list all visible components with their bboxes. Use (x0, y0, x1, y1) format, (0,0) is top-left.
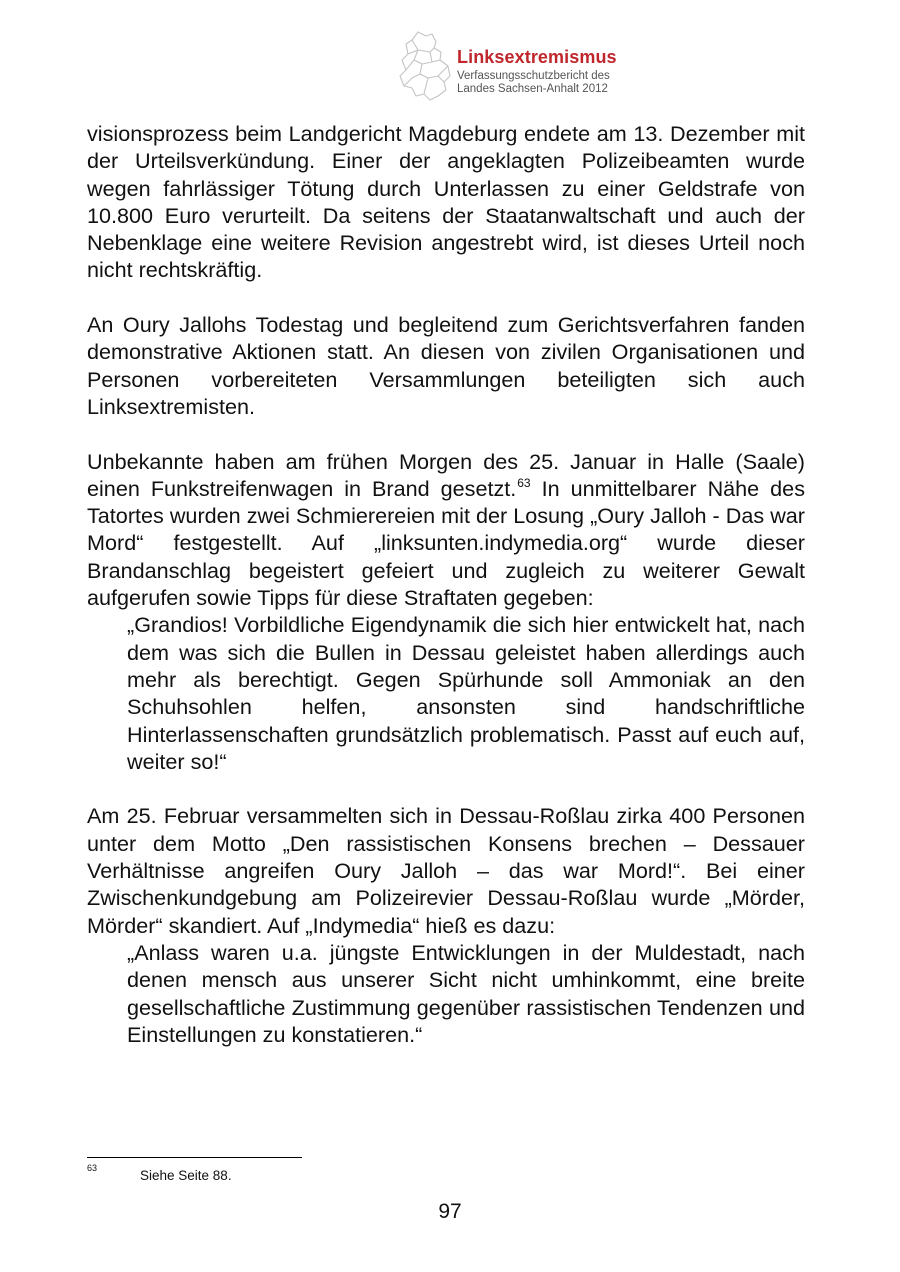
saxony-anhalt-map-icon (396, 30, 456, 102)
header-title: Linksextremismus (457, 47, 617, 67)
paragraph-demonstrations: An Oury Jallohs Todestag und begleitend zum Gerichtsverfahren fanden demonstrative Aktionen statt. An diesen von zivilen Organisationen und Personen vorbereiteten Versammlungen beteiligten sich auch Linksextremisten. (87, 312, 805, 419)
paragraph-trial-outcome: visionsprozess beim Landgericht Magdeburg endete am 13. Dezember mit der Urteilsverkündung. Einer der angeklagten Polizeibeamten wurde wegen fahrlässiger Tötung durch Unterlassen zu einer Geldstrafe von 10.800 Euro verurteilt. Da seitens der Staatanwaltschaft und auch der Nebenklage eine weitere Revision angestrebt wird, ist dieses Urteil noch nicht rechtskräftig. (87, 121, 805, 283)
page-header (396, 30, 666, 105)
footnote-text: Siehe Seite 88. (140, 1168, 232, 1183)
page-number: 97 (438, 1200, 462, 1223)
paragraph-arson-halle-text-1: Unbekannte haben am frühen Morgen des 25. Januar in Halle (Saale) einen Funkstreifenwagen in Brand gesetzt. (87, 448, 805, 501)
header-subtitle-line-1: Verfassungsschutzbericht des (457, 70, 610, 82)
paragraph-arson-halle (87, 448, 805, 612)
blockquote-indymedia-2: „Anlass waren u.a. jüngste Entwicklungen in der Muldestadt, nach denen mensch aus unserer Sicht nicht umhinkommt, eine breite gesellschaftliche Zustimmung gegenüber rassistischen Tendenzen und Einstellungen zu konstatieren.“ (127, 939, 805, 1047)
header-subtitle-line-2: Landes Sachsen-Anhalt 2012 (457, 83, 608, 95)
footnote-reference: 63 (517, 475, 531, 490)
footnote-number: 63 (87, 1163, 98, 1173)
footnote-separator (87, 1157, 302, 1158)
paragraph-arson-halle-text-2: In unmittelbarer Nähe des Tatortes wurden zwei Schmierereien mit der Losung „Oury Jalloh - Das war Mord“ festgestellt. Auf „linksunten.indymedia.org“ wurde dieser Brandanschlag begeistert gefeiert und zugleich zu weiterer Gewalt aufgerufen sowie Tipps für diese Straftaten gegeben: (87, 475, 805, 611)
main-text (87, 120, 805, 1048)
paragraph-dessau-rally: Am 25. Februar versammelten sich in Dessau-Roßlau zirka 400 Personen unter dem Motto „Den rassistischen Konsens brechen – Dessauer Verhältnisse angreifen Oury Jalloh – das war Mord!“. Bei einer Zwischenkundgebung am Polizeirevier Dessau-Roßlau wurde „Mörder, Mörder“ skandiert. Auf „Indymedia“ hieß es dazu: (87, 803, 805, 938)
blockquote-indymedia-1: „Grandios! Vorbildliche Eigendynamik die sich hier entwickelt hat, nach dem was sich die Bullen in Dessau geleistet haben allerdings auch mehr als berechtigt. Gegen Spürhunde soll Ammoniak an den Schuhsohlen helfen, ansonsten sind handschriftliche Hinterlassenschaften grundsätzlich problematisch. Passt auf euch auf, weiter so!“ (127, 612, 805, 774)
